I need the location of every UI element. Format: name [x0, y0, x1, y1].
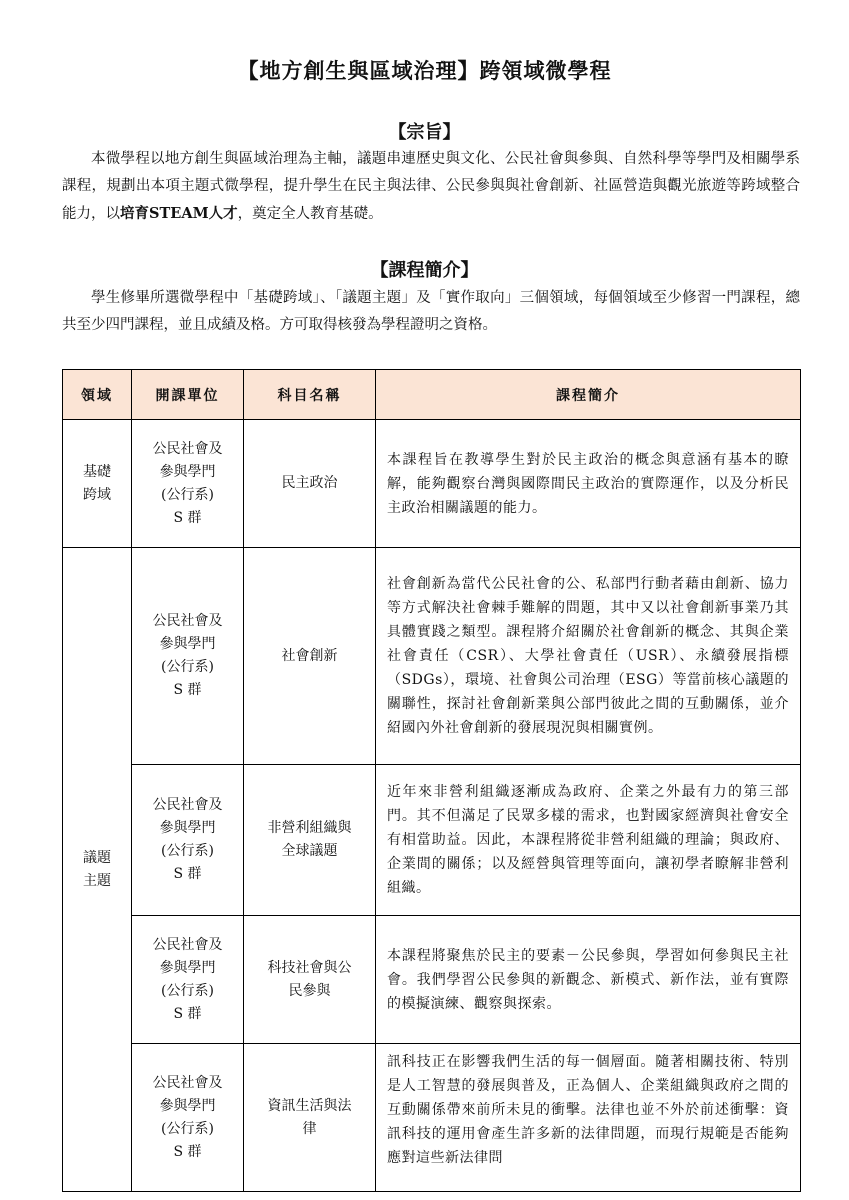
subject-cell [244, 1044, 376, 1192]
domain-text: 基礎 [83, 463, 111, 480]
subject-text: 民參與 [288, 982, 331, 999]
unit-text: 參與學門 [159, 1097, 216, 1114]
unit-text: S 群 [173, 682, 202, 698]
header-unit: 開課單位 [132, 370, 244, 420]
unit-text: (公行系) [161, 843, 214, 859]
table-row [63, 1044, 801, 1192]
header-subject: 科目名稱 [244, 370, 376, 420]
unit-text: 參與學門 [159, 959, 216, 976]
domain-text: 跨域 [83, 486, 111, 503]
unit-text: 參與學門 [159, 820, 216, 836]
unit-cell [132, 420, 244, 548]
description-cell: 本課程旨在教導學生對於民主政治的概念與意涵有基本的瞭解，能夠觀察台灣與國際間民主政治的實際運作，以及分析民主政治相關議題的能力。 [376, 420, 801, 548]
unit-text: 公民社會及 [152, 613, 223, 629]
unit-text: S 群 [173, 1005, 202, 1022]
subject-text: 科技社會與公 [267, 959, 352, 976]
table-header-row [63, 370, 801, 420]
domain-text: 議題 [83, 849, 111, 866]
subject-text: 資訊生活與法 [267, 1097, 352, 1114]
intro-heading: 【課程簡介】 [370, 260, 479, 281]
unit-text: 參與學門 [159, 636, 216, 652]
subject-text: 非營利組織與 [267, 820, 352, 836]
subject-text: 社會創新 [281, 647, 338, 664]
unit-text: S 群 [173, 1143, 202, 1160]
unit-cell [132, 765, 244, 916]
subject-cell [244, 916, 376, 1044]
unit-cell [132, 1044, 244, 1192]
unit-text: (公行系) [161, 659, 214, 675]
table-row [63, 548, 801, 765]
purpose-paragraph [62, 146, 800, 228]
unit-cell [132, 916, 244, 1044]
purpose-text-b: ，奠定全人教育基礎。 [237, 206, 383, 222]
subject-text: 民主政治 [281, 475, 338, 491]
table-row [63, 916, 801, 1044]
header-description: 課程簡介 [376, 370, 801, 420]
course-table [62, 369, 801, 1192]
subject-text: 全球議題 [281, 843, 338, 859]
purpose-text-a: 本微學程以地方創生與區域治理為主軸，議題串連歷史與文化、公民社會與參與、自然科學等學門及相關學系課程，規劃出本項主題式微學程，提升學生在民主與法律、公民參與與社會創新、社區營造與觀光旅遊等跨域整合能力，以 [62, 151, 800, 222]
domain-text: 主題 [83, 872, 111, 889]
subject-cell [244, 420, 376, 548]
subject-cell [244, 548, 376, 765]
table-row [63, 765, 801, 916]
unit-text: S 群 [173, 866, 202, 882]
unit-text: 公民社會及 [152, 936, 223, 953]
unit-text: (公行系) [161, 1120, 214, 1137]
unit-text: S 群 [173, 509, 202, 526]
subject-cell [244, 765, 376, 916]
unit-text: 公民社會及 [152, 797, 223, 813]
domain-cell [63, 548, 132, 1192]
unit-text: 公民社會及 [152, 440, 223, 457]
description-cell: 訊科技正在影響我們生活的每一個層面。隨著相關技術、特別是人工智慧的發展與普及，正為個人、企業組織與政府之間的互動關係帶來前所未見的衝擊。法律也並不外於前述衝擊：資訊科技的運用會產生許多新的法律問題，而現行規範是否能夠應對這些新法律問 [376, 1044, 801, 1192]
subject-text: 律 [302, 1120, 317, 1137]
purpose-bold-text: 培育STEAM人才 [120, 205, 238, 222]
unit-text: (公行系) [161, 982, 214, 999]
unit-cell [132, 548, 244, 765]
table-row [63, 420, 801, 548]
domain-cell [63, 420, 132, 548]
document-title: 【地方創生與區域治理】跨領域微學程 [237, 58, 612, 83]
purpose-heading: 【宗旨】 [388, 122, 461, 143]
unit-text: 公民社會及 [152, 1074, 223, 1091]
unit-text: 參與學門 [159, 463, 216, 480]
description-cell: 本課程將聚焦於民主的要素－公民參與，學習如何參與民主社會。我們學習公民參與的新觀念、新模式、新作法，並有實際的模擬演練、觀察與探索。 [376, 916, 801, 1044]
description-cell: 社會創新為當代公民社會的公、私部門行動者藉由創新、協力等方式解決社會棘手難解的問題，其中又以社會創新事業乃其具體實踐之類型。課程將介紹關於社會創新的概念、其與企業社會責任（CSR）、大學社會責任（USR）、永續發展指標（SDGs），環境、社會與公司治理（ESG）等當前核心議題的關聯性，探討社會創新業與公部門彼此之間的互動關係，並介紹國內外社會創新的發展現況與相關實例。 [376, 548, 801, 765]
description-cell: 近年來非營利組織逐漸成為政府、企業之外最有力的第三部門。其不但滿足了民眾多樣的需求，也對國家經濟與社會安全有相當助益。因此，本課程將從非營利組織的理論；與政府、企業間的關係；以及經營與管理等面向，讓初學者瞭解非營利組織。 [376, 765, 801, 916]
unit-text: (公行系) [161, 486, 214, 503]
intro-paragraph: 學生修畢所選微學程中「基礎跨域」、「議題主題」及「實作取向」三個領域，每個領域至少修習一門課程，總共至少四門課程，並且成績及格。方可取得核發為學程證明之資格。 [62, 290, 800, 333]
header-domain: 領域 [63, 370, 132, 420]
